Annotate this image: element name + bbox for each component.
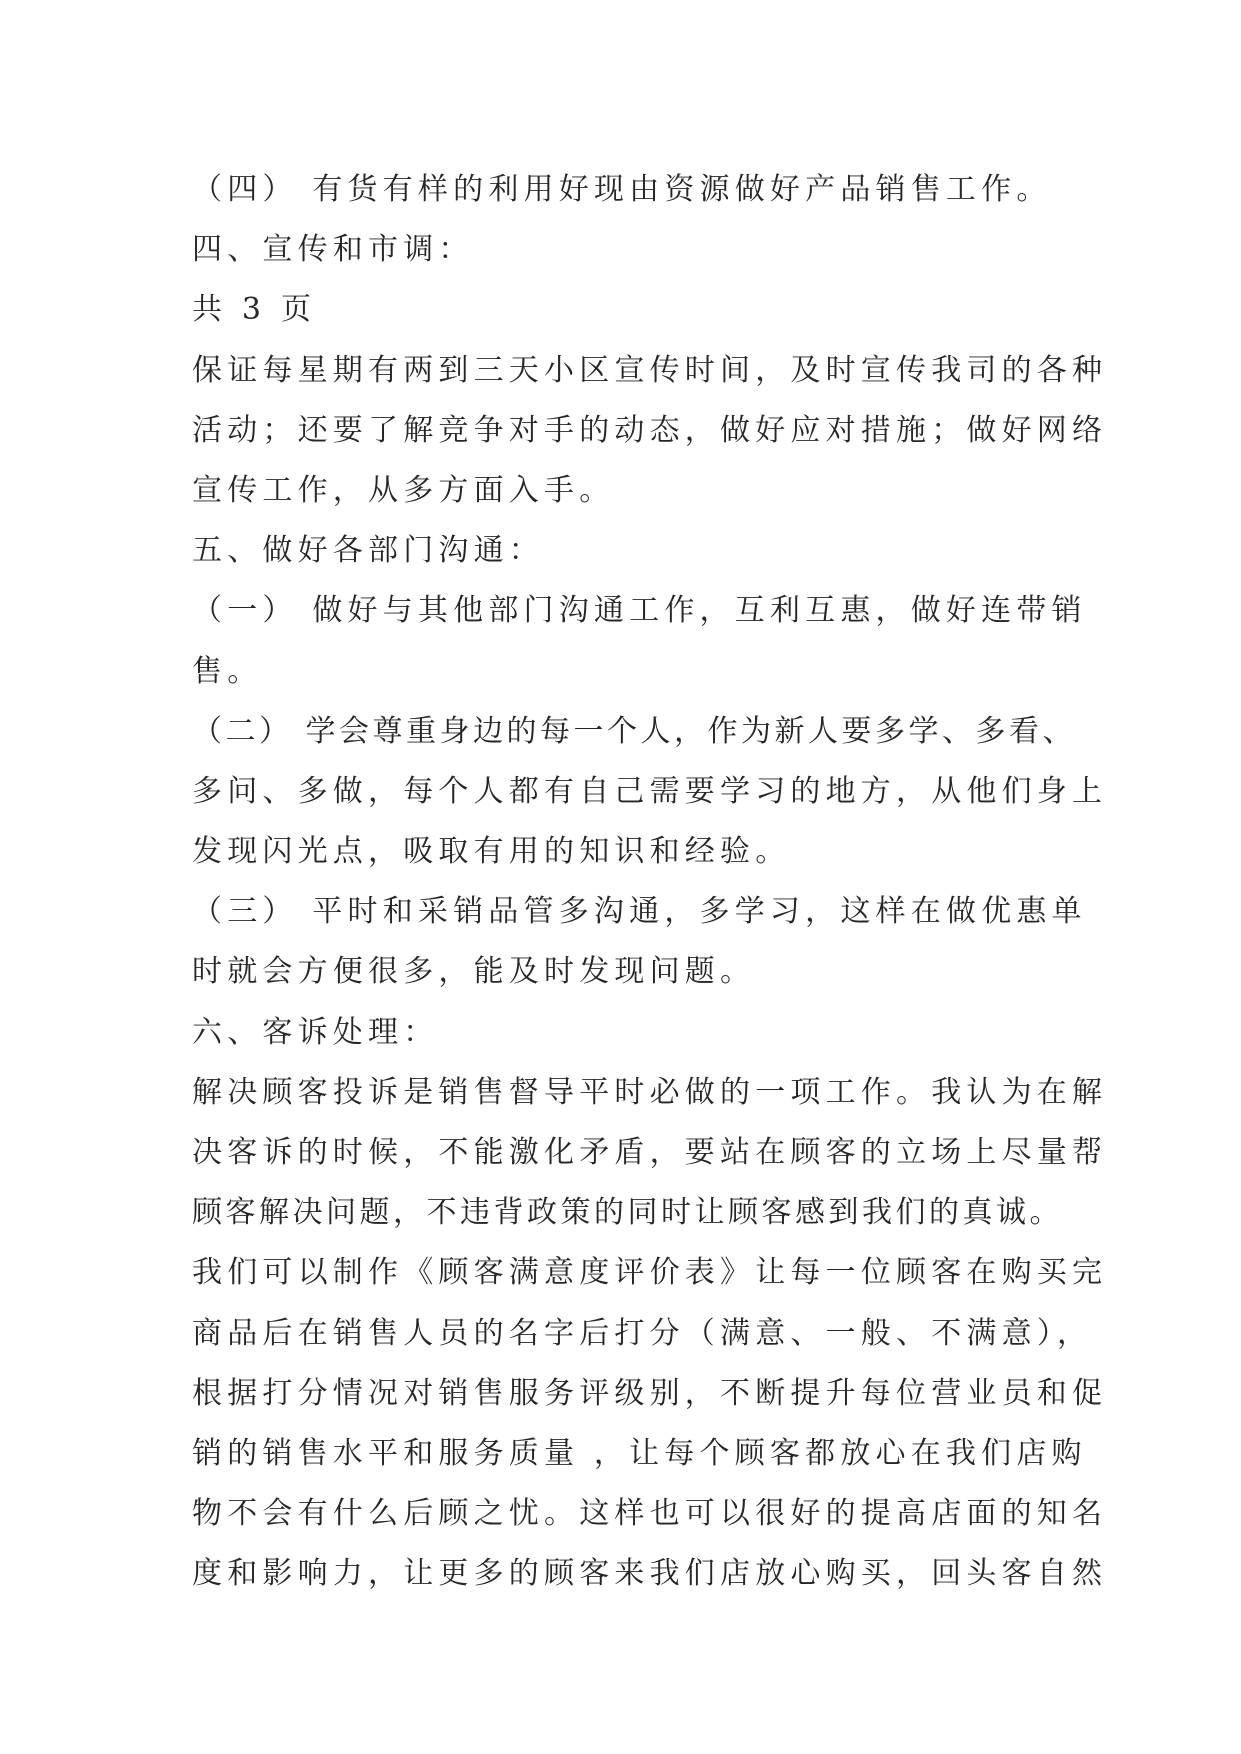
text-line: （四） 有货有样的利用好现由资源做好产品销售工作。 (192, 172, 1052, 207)
section-heading: 四、宣传和市调： (192, 232, 474, 268)
page-count: 共 3 页 (192, 292, 317, 328)
text-line: 活动；还要了解竞争对手的动态，做好应对措施；做好网络 (192, 412, 1108, 448)
text-line: 物不会有什么后顾之忧。这样也可以很好的提高店面的知名 (192, 1496, 1108, 1532)
text-line: 解决顾客投诉是销售督导平时必做的一项工作。我认为在解 (192, 1074, 1108, 1110)
text-line: 多问、多做，每个人都有自己需要学习的地方，从他们身上 (192, 773, 1108, 809)
text-line: 销的销售水平和服务质量 ，让每个顾客都放心在我们店购 (192, 1435, 1087, 1471)
text-line: 宣传工作，从多方面入手。 (192, 472, 615, 508)
text-line: 售。 (192, 653, 263, 689)
text-line: 根据打分情况对销售服务评级别，不断提升每位营业员和促 (192, 1375, 1108, 1411)
text-line: 商品后在销售人员的名字后打分（满意、一般、不满意）， (192, 1315, 1093, 1351)
text-line: （二） 学会尊重身边的每一个人，作为新人要多学、多看、 (192, 713, 1077, 749)
text-line: （一） 做好与其他部门沟通工作，互利互惠，做好连带销 (192, 593, 1087, 629)
text-line: 发现闪光点，吸取有用的知识和经验。 (192, 834, 791, 870)
text-line: 时就会方便很多，能及时发现问题。 (192, 954, 756, 990)
text-line: 顾客解决问题，不违背政策的同时让顾客感到我们的真诚。 (192, 1195, 1063, 1231)
text-line: 我们可以制作《顾客满意度评价表》让每一位顾客在购买完 (192, 1255, 1108, 1291)
section-heading: 六、客诉处理： (192, 1014, 439, 1050)
text-line: 度和影响力，让更多的顾客来我们店放心购买，回头客自然 (192, 1556, 1108, 1592)
section-heading: 五、做好各部门沟通： (192, 533, 544, 569)
document-body (192, 160, 1108, 1605)
text-line: （三） 平时和采销品管多沟通，多学习，这样在做优惠单 (192, 894, 1087, 930)
text-line: 保证每星期有两到三天小区宣传时间，及时宣传我司的各种 (192, 352, 1108, 388)
text-line: 决客诉的时候，不能激化矛盾，要站在顾客的立场上尽量帮 (192, 1135, 1108, 1170)
